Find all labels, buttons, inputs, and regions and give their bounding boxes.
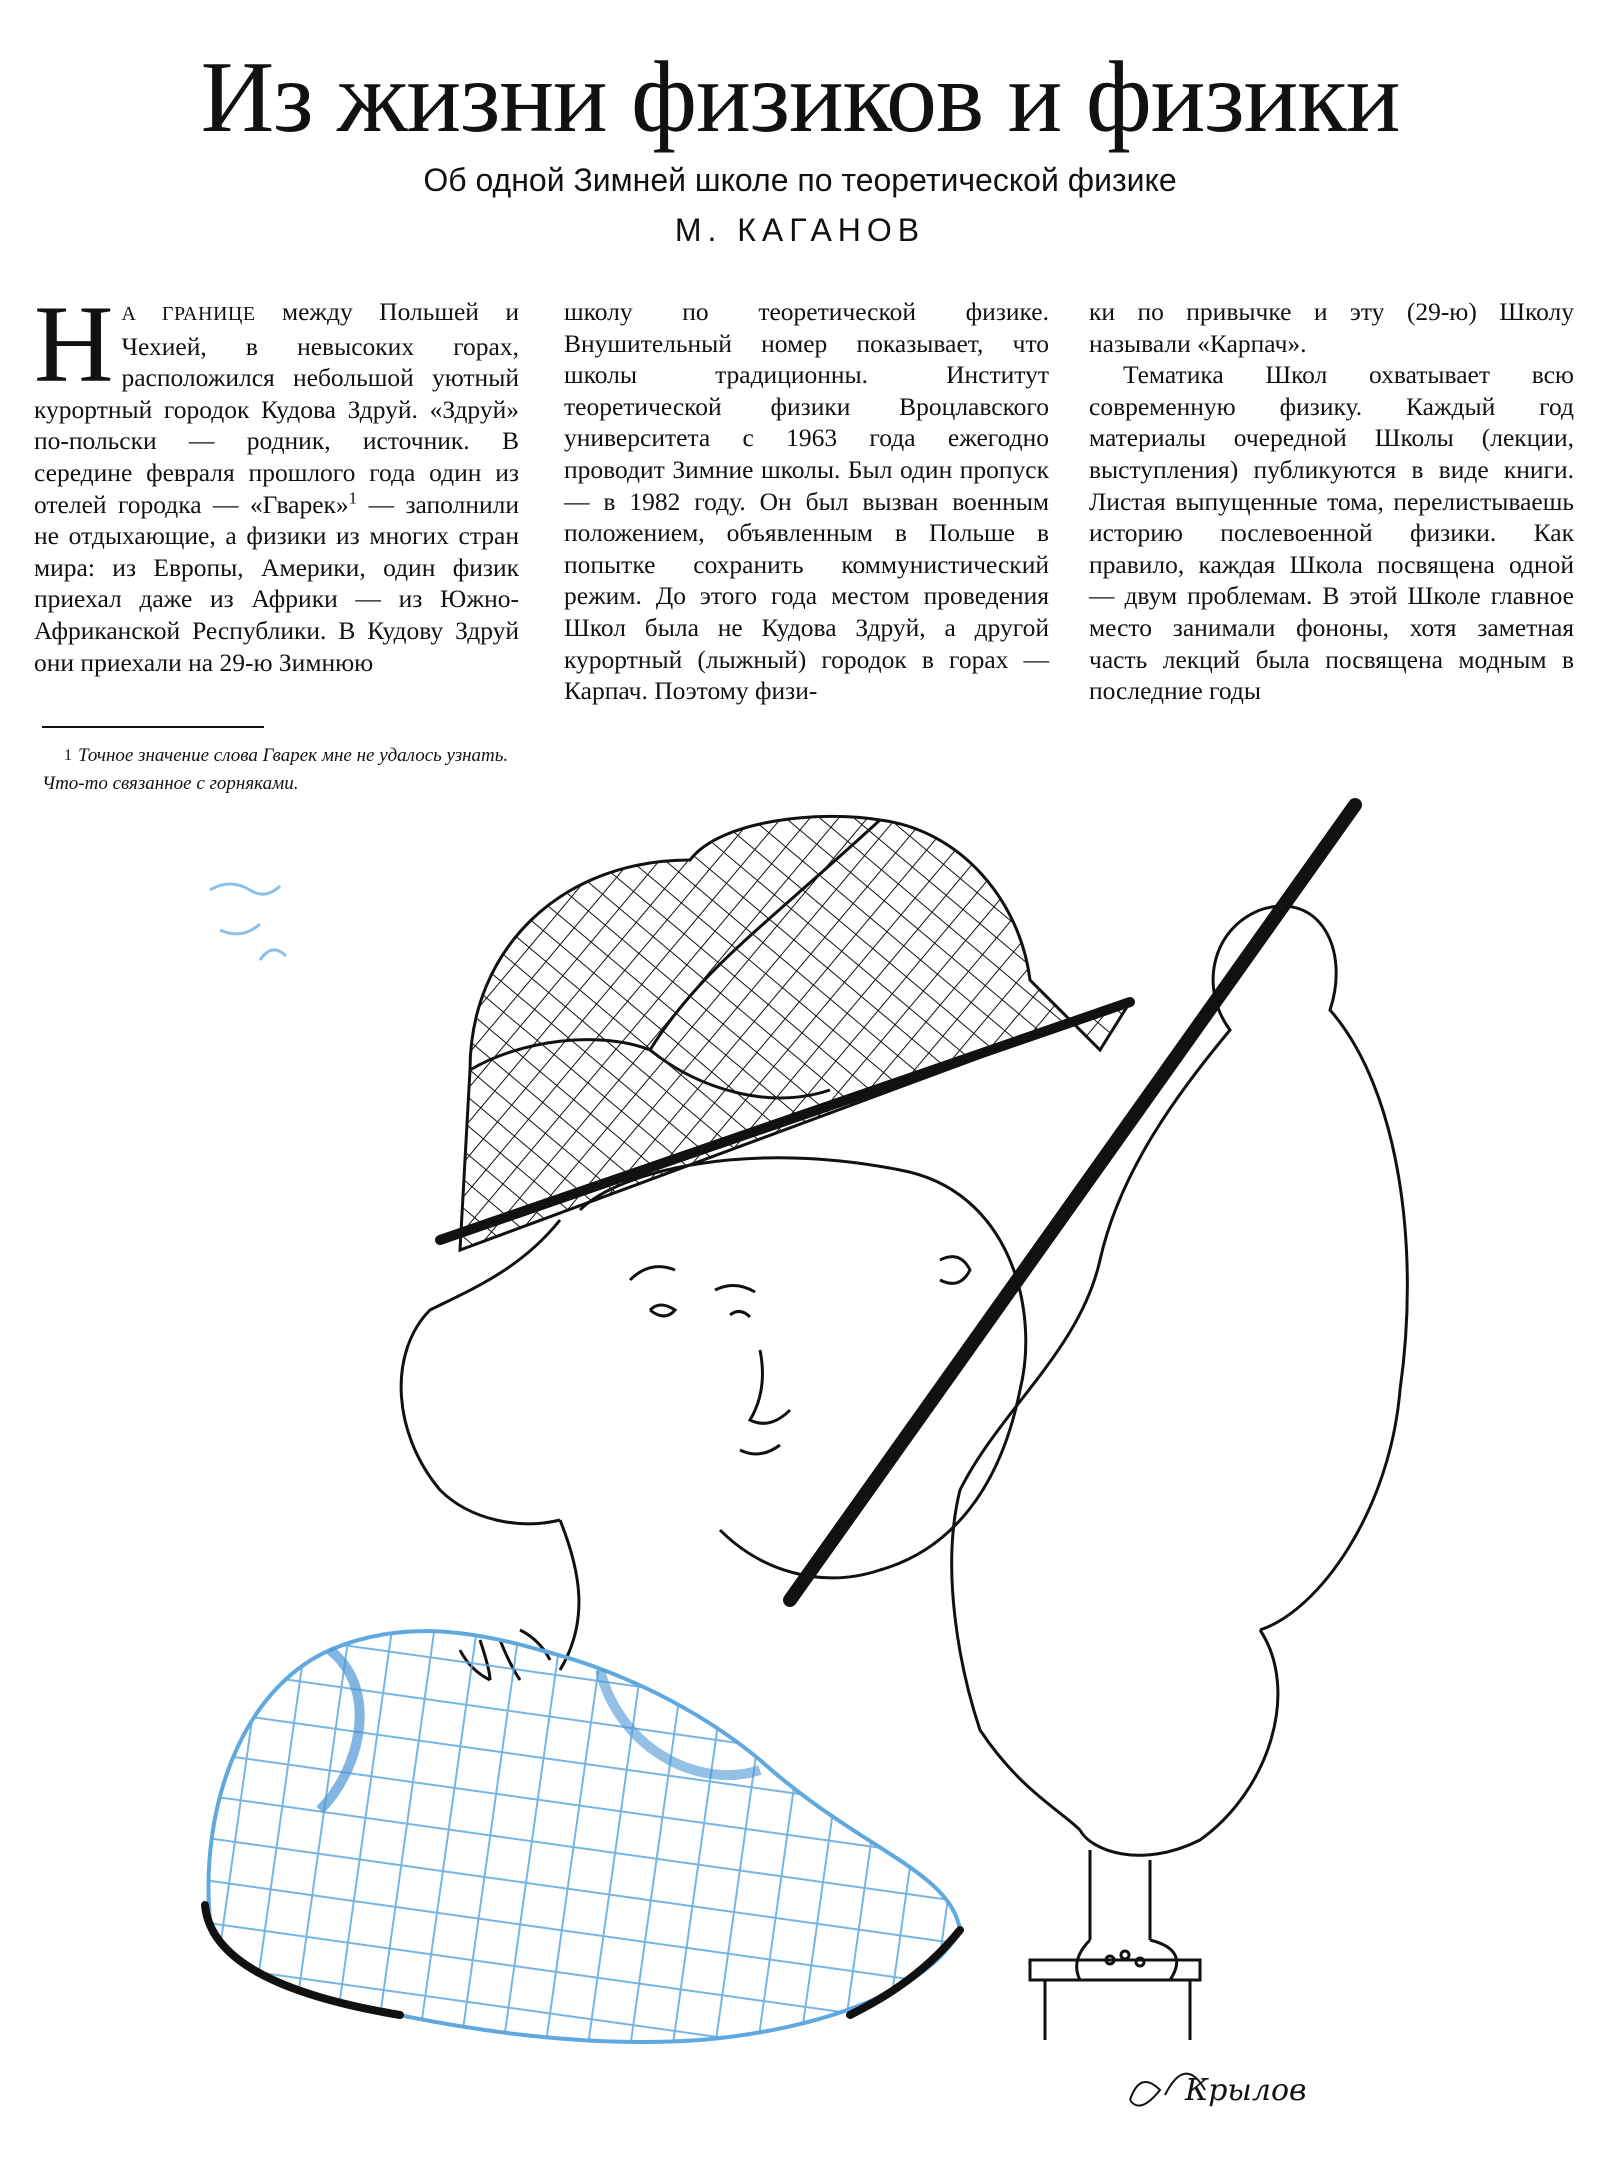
illustration bbox=[0, 790, 1600, 2166]
artist-signature bbox=[1130, 2073, 1306, 2108]
lead-caps: А ГРАНИЦЕ bbox=[121, 303, 256, 325]
col3-paragraph-1: ки по привычке и эту (29-ю) Школу называли «Карпач». bbox=[1089, 297, 1574, 358]
signature-text: Крылов bbox=[1185, 2073, 1307, 2108]
author-name: М. КАГАНОВ bbox=[674, 212, 926, 248]
net-hat bbox=[440, 816, 1130, 1250]
drop-cap: Н bbox=[34, 283, 114, 405]
blue-pencil-note bbox=[210, 884, 286, 960]
blue-net bbox=[205, 1631, 960, 2042]
footnote-divider bbox=[42, 726, 264, 728]
article-column-2 bbox=[564, 296, 1049, 707]
col1-text-a: между Польшей и Чехией, в невысоких горах, расположился небольшой уютный курортный городок Кудова Здруй. «Здруй» по-польски — родник, источник. В середине февраля прошлого года один из отелей городка — «Гварек» bbox=[34, 297, 519, 519]
col1-text-b: — заполнили не отдыхающие, а физики из многих стран мира: из Европы, Америки, один физик приехал даже из Африки — из Южно-Африканской Республики. В Кудову Здруй они приехали на 29-ю Зимнюю bbox=[34, 489, 519, 677]
col3-paragraph-2: Тематика Школ охватывает всю современную физику. Каждый год материалы очередной Школы (лекции, выступления) публикуются в виде книги. Листая выпущенные тома, перелистываешь историю послевоенной физики. Как правило, каждая Школа посвящена одной — двум проблемам. В этой Школе главное место занимали фононы, хотя заметная часть лекций была посвящена модным в последние годы bbox=[1089, 360, 1574, 706]
page-subtitle: Об одной Зимней школе по теоретической физике bbox=[423, 162, 1177, 198]
footnote-text: Точное значение слова Гварек мне не удалось узнать. Что-то связанное с горняками. bbox=[42, 745, 509, 794]
standing-figure bbox=[952, 906, 1408, 2040]
article-column-1 bbox=[34, 283, 519, 678]
page-title: Из жизни физиков и физики bbox=[200, 41, 1400, 154]
footnote-number: 1 bbox=[64, 747, 72, 764]
col2-paragraph: школу по теоретической физике. Внушительный номер показывает, что школы традиционны. Институт теоретической физики Вроцлавского университета с 1963 года ежегодно проводит Зимние школы. Был один пропуск — в 1982 году. Он был вызван военным положением, объявленным в Польше в попытке сохранить коммунистический режим. До этого года местом проведения Школ была не Кудова Здруй, а другой курортный (лыжный) городок в горах — Карпач. Поэтому физи- bbox=[564, 297, 1049, 706]
footnote-ref[interactable]: 1 bbox=[348, 488, 358, 508]
article-column-3 bbox=[1089, 296, 1574, 707]
